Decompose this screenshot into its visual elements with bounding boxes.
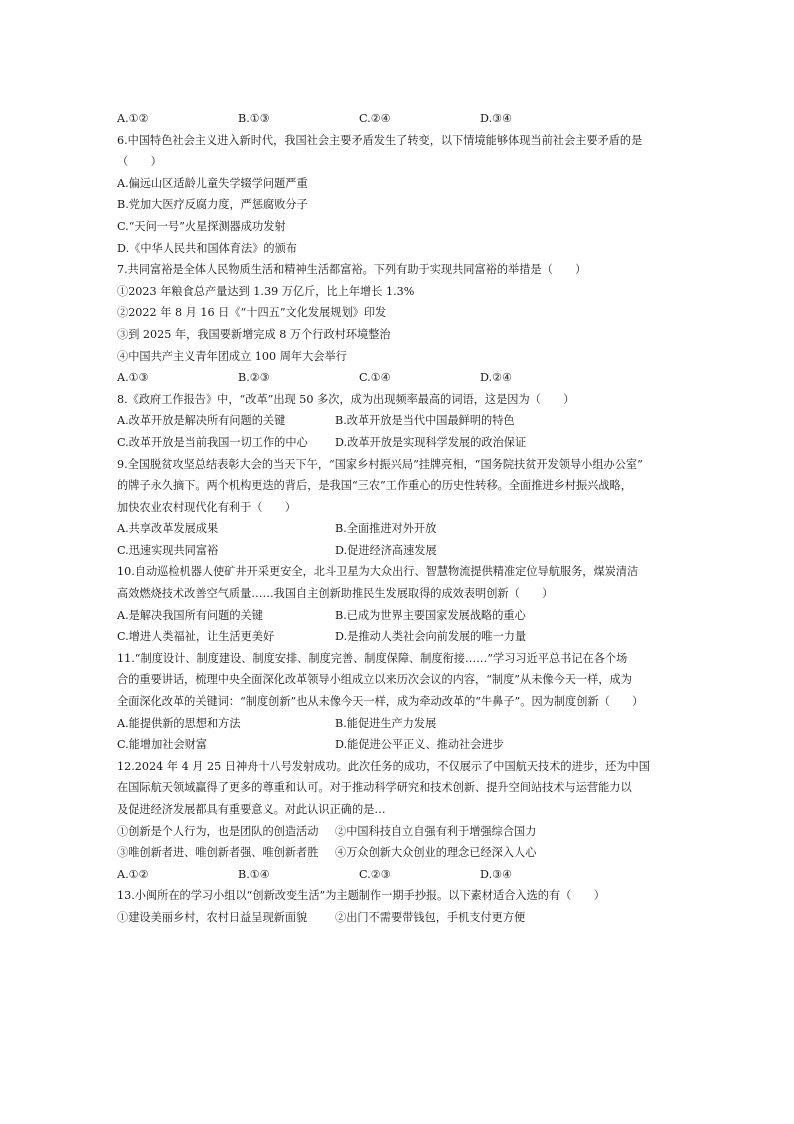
q7-item: ①2023 年粮食总产量达到 1.39 万亿斤，比上年增长 1.3% [117, 284, 415, 298]
q11-options-row [117, 734, 682, 756]
q6-stem-line: （ ） [117, 155, 162, 169]
question-12 [117, 756, 682, 886]
q11-stem-line: 全面深化改革的关键词：“制度创新”也从未像今天一样，成为牵动改革的“牛鼻子”。因为制度创新（ ） [117, 695, 644, 709]
q5-option-b[interactable]: B.①③ [238, 112, 270, 125]
q5-option-c[interactable]: C.②④ [359, 112, 391, 125]
q12-stem-line: 及促进经济发展都具有重要意义。对此认识正确的是… [117, 803, 386, 816]
q7-option-b[interactable]: B.②③ [238, 371, 270, 385]
q13-items-row [117, 907, 682, 929]
q8-options-row [117, 410, 682, 432]
q12-option-b[interactable]: B.①④ [238, 867, 270, 881]
question-10 [117, 561, 682, 647]
q10-options-row [117, 626, 682, 648]
q7-item: ④中国共产主义青年团成立 100 周年大会举行 [117, 349, 347, 363]
q11-option-b[interactable]: B.能促进生产力发展 [335, 716, 437, 730]
q12-items-row [117, 821, 682, 843]
q12-item: ②中国科技自立自强有利于增强综合国力 [335, 824, 537, 838]
q9-option-d[interactable]: D.促进经济高速发展 [335, 543, 437, 557]
q6-stem-line: 6.中国特色社会主义进入新时代，我国社会主要矛盾发生了转变，以下情境能够体现当前社会主要矛盾的是 [117, 133, 643, 147]
q5-option-a[interactable]: A.①② [117, 112, 149, 125]
q12-option-d[interactable]: D.③④ [480, 867, 513, 881]
q13-item: ②出门不需要带钱包，手机支付更方便 [335, 910, 526, 924]
q5-option-d[interactable]: D.③④ [480, 112, 513, 125]
q12-stem-line: 在国际航天领域赢得了更多的尊重和认可。对于推动科学研究和技术创新、提升空间站技术与运营能力以 [117, 781, 632, 795]
q9-option-c[interactable]: C.迅速实现共同富裕 [117, 543, 219, 557]
question-7 [117, 259, 682, 389]
q8-option-d[interactable]: D.改革开放是实现科学发展的政治保证 [335, 435, 527, 449]
q12-item: ④万众创新大众创业的理念已经深入人心 [335, 846, 537, 860]
q8-option-b[interactable]: B.改革开放是当代中国最鲜明的特色 [335, 414, 515, 428]
q6-option-b[interactable]: B.党加大医疗反腐力度，严惩腐败分子 [117, 198, 308, 212]
q12-option-c[interactable]: C.②③ [359, 867, 391, 881]
question-8 [117, 389, 682, 454]
q6-option-d[interactable]: D.《中华人民共和国体育法》的颁布 [117, 241, 297, 255]
q12-stem-line: 12.2024 年 4 月 25 日神舟十八号发射成功。此次任务的成功，不仅展示了中国航天技术的进步，还为中国 [117, 759, 650, 773]
q11-option-d[interactable]: D.能促进公平正义、推动社会进步 [335, 738, 504, 752]
q6-option-c[interactable]: C.“天问一号”火星探测器成功发射 [117, 219, 286, 233]
q9-stem-line: 9.全国脱贫攻坚总结表彰大会的当天下午，“国家乡村振兴局”挂牌亮相，“国务院扶贫开发领导小组办公室” [117, 457, 643, 471]
q9-option-a[interactable]: A.共享改革发展成果 [117, 522, 219, 536]
q8-stem-line: 8.《政府工作报告》中，“改革”出现 50 多次，成为出现频率最高的词语，这是因为（ ） [117, 392, 575, 406]
q11-stem-line: 合的重要讲话，梳理中央全面深化改革领导小组成立以来历次会议的内容，“制度”从未像今天一样，成为 [117, 673, 632, 687]
q5-options [117, 108, 682, 130]
q7-option-d[interactable]: D.②④ [480, 371, 513, 385]
q12-items-row [117, 842, 682, 864]
q6-option-a[interactable]: A.偏远山区适龄儿童失学辍学问题严重 [117, 176, 308, 190]
q8-options-row [117, 432, 682, 454]
q13-item: ①建设美丽乡村，农村日益呈现新面貌 [117, 910, 308, 924]
q7-option-a[interactable]: A.①③ [117, 371, 149, 385]
q9-stem-line: 加快农业农村现代化有利于（ ） [117, 500, 297, 514]
q9-options-row [117, 540, 682, 562]
q7-option-c[interactable]: C.①④ [359, 371, 391, 385]
question-13 [117, 885, 682, 928]
q12-options [117, 864, 682, 886]
q11-option-c[interactable]: C.能增加社会财富 [117, 738, 208, 752]
q8-option-a[interactable]: A.改革开放是解决所有问题的关键 [117, 414, 286, 428]
q7-item: ③到 2025 年，我国要新增完成 8 万个行政村环境整治 [117, 327, 391, 341]
q13-stem-line: 13.小闽所在的学习小组以“创新改变生活”为主题制作一期手抄报。以下素材适合入选的有（ ） [117, 889, 605, 903]
q7-options [117, 367, 682, 389]
q11-stem-line: 11.“制度设计、制度建设、制度安排、制度完善、制度保障、制度衔接……”学习习近平总书记在各个场 [117, 651, 628, 665]
q7-stem-line: 7.共同富裕是全体人民物质生活和精神生活都富裕。下列有助于实现共同富裕的举措是（ ） [117, 263, 587, 277]
q9-option-b[interactable]: B.全面推进对外开放 [335, 522, 437, 536]
q12-item: ①创新是个人行为，也是团队的创造活动 [117, 824, 319, 838]
question-11 [117, 648, 682, 756]
q10-options-row [117, 605, 682, 627]
q12-item: ③唯创新者进、唯创新者强、唯创新者胜 [117, 846, 319, 860]
q7-item: ②2022 年 8 月 16 日《“十四五”文化发展规划》印发 [117, 306, 387, 320]
question-6 [117, 130, 682, 260]
q9-stem-line: 的牌子永久摘下。两个机构更迭的背后，是我国“三农”工作重心的历史性转移。全面推进乡村振兴战略， [117, 479, 632, 493]
q12-option-a[interactable]: A.①② [117, 867, 149, 881]
q10-stem-line: 10.自动巡检机器人使矿井开采更安全，北斗卫星为大众出行、智慧物流提供精准定位导航服务，煤炭清洁 [117, 565, 639, 579]
q8-option-c[interactable]: C.改革开放是当前我国一切工作的中心 [117, 435, 308, 449]
q10-option-b[interactable]: B.已成为世界主要国家发展战略的重心 [335, 608, 526, 622]
q9-options-row [117, 518, 682, 540]
q10-option-a[interactable]: A.是解决我国所有问题的关键 [117, 608, 263, 622]
q11-option-a[interactable]: A.能提供新的思想和方法 [117, 716, 241, 730]
q10-stem-line: 高效燃烧技术改善空气质量……我国自主创新助推民生发展取得的成效表明创新（ ） [117, 587, 554, 601]
q10-option-c[interactable]: C.增进人类福祉，让生活更美好 [117, 630, 275, 644]
q10-option-d[interactable]: D.是推动人类社会向前发展的唯一力量 [335, 630, 527, 644]
question-9 [117, 454, 682, 562]
q11-options-row [117, 713, 682, 735]
question-list [117, 108, 682, 929]
